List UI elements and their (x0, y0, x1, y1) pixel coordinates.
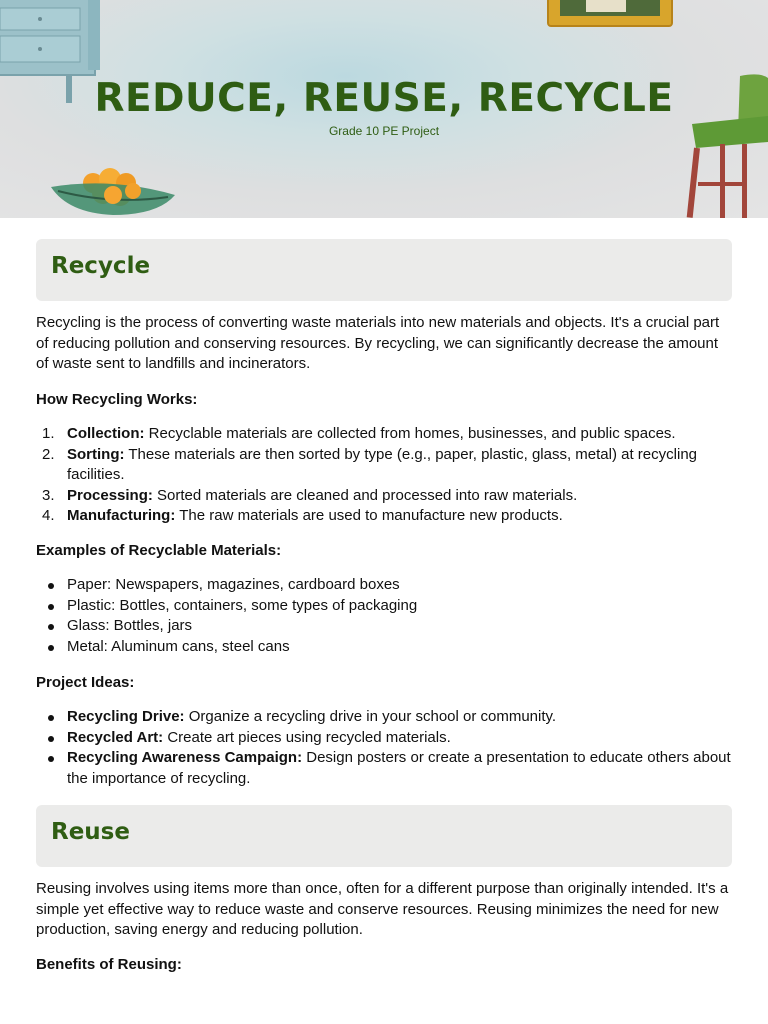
project-ideas-heading: Project Ideas: (36, 674, 135, 691)
list-item: 2. Sorting: These materials are then sorted by type (e.g., paper, plastic, glass, metal) at recycling facilities. (42, 445, 697, 483)
list-item: Recycling Drive: Organize a recycling drive in your school or community. (36, 707, 732, 728)
reuse-section-header (36, 805, 732, 867)
examples-heading: Examples of Recyclable Materials: (36, 542, 282, 559)
project-ideas-list (36, 707, 732, 789)
page-subtitle: Grade 10 PE Project (328, 124, 440, 138)
header-banner (0, 0, 768, 218)
bullet-icon (48, 756, 54, 762)
fruit-bowl-illustration (48, 165, 178, 218)
how-recycling-works-heading: How Recycling Works: (36, 391, 198, 408)
recycling-steps-list (36, 424, 732, 527)
list-item: Plastic: Bottles, containers, some types of packaging (36, 596, 732, 617)
list-item: Recycling Awareness Campaign: Design posters or create a presentation to educate others about the importance of recycling. (36, 748, 732, 789)
bullet-icon (48, 583, 54, 589)
bullet-icon (48, 715, 54, 721)
bullet-icon (48, 624, 54, 630)
bullet-icon (48, 604, 54, 610)
reuse-intro: Reusing involves using items more than once, often for a different purpose than originally intended. It's a simple yet effective way to reduce waste and conserve resources. Reusing minimizes the need for new production, saving energy and reducing pollution. (36, 880, 729, 938)
picture-frame-illustration (546, 0, 674, 30)
benefits-heading: Benefits of Reusing: (36, 956, 182, 973)
reuse-heading: Reuse (51, 819, 130, 845)
page-title: REDUCE, REUSE, RECYCLE (94, 76, 674, 121)
recycle-heading: Recycle (51, 253, 151, 279)
list-item: Recycled Art: Create art pieces using recycled materials. (36, 728, 732, 749)
list-item: Paper: Newspapers, magazines, cardboard boxes (36, 575, 732, 596)
recyclable-materials-list (36, 575, 732, 657)
bullet-icon (48, 645, 54, 651)
list-item: 4. Manufacturing: The raw materials are used to manufacture new products. (42, 507, 563, 524)
bullet-icon (48, 736, 54, 742)
list-item: Glass: Bottles, jars (36, 616, 732, 637)
list-item: Metal: Aluminum cans, steel cans (36, 637, 732, 658)
recycle-section-header (36, 239, 732, 301)
recycle-intro: Recycling is the process of converting waste materials into new materials and objects. It's a crucial part of reducing pollution and conserving resources. By recycling, we can significantly decrease the amount of waste sent to landfills and incinerators. (36, 314, 720, 372)
list-item: 3. Processing: Sorted materials are cleaned and processed into raw materials. (42, 486, 578, 504)
list-item: 1. Collection: Recyclable materials are collected from homes, businesses, and public spaces. (42, 425, 676, 442)
